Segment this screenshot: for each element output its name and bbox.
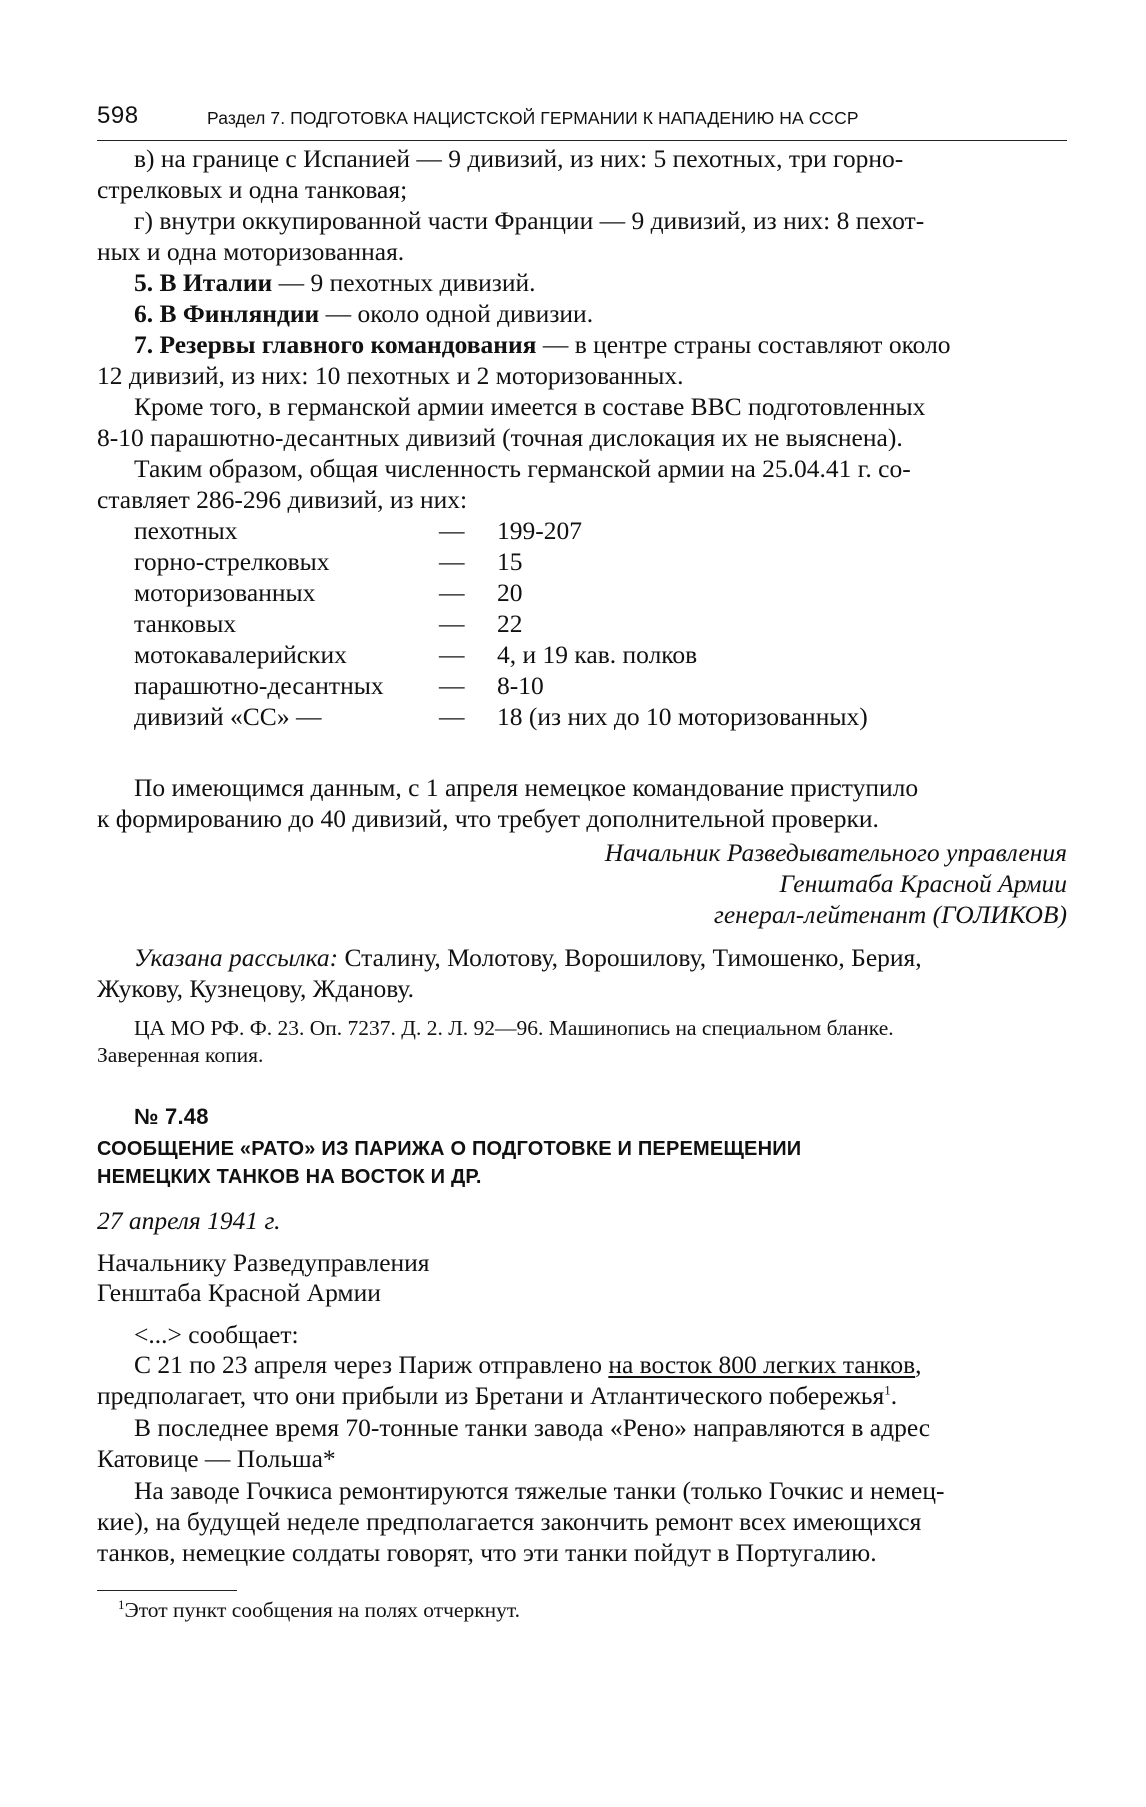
body-line: Кроме того, в германской армии имеется в составе ВВС подготовленных	[134, 392, 926, 421]
division-count: 20	[497, 578, 523, 607]
italy-text: — 9 пехотных дивизий.	[272, 268, 536, 297]
distribution-text: Сталину, Молотову, Ворошилову, Тимошенко, Берия,	[338, 943, 922, 972]
archive-reference: ЦА МО РФ. Ф. 23. Оп. 7237. Д. 2. Л. 92—96. Машинопись на специальном бланке.	[134, 1016, 894, 1040]
page-number: 598	[97, 102, 139, 129]
division-count: 18 (из них до 10 моторизованных)	[497, 702, 868, 731]
finland-label: 6. В Финляндии	[134, 299, 320, 328]
distribution-line	[134, 942, 1067, 973]
body-line: г) внутри оккупированной части Франции — 9 дивизий, из них: 8 пехот-	[134, 206, 925, 235]
archive-reference: Заверенная копия.	[97, 1043, 264, 1067]
division-type: дивизий «СС» —	[134, 702, 322, 731]
page-header	[97, 100, 1067, 141]
table-dash: —	[439, 640, 465, 669]
body-line: В последнее время 70-тонные танки завода «Рено» направляются в адрес	[134, 1413, 931, 1442]
body-line: ставляет 286-296 дивизий, из них:	[97, 485, 468, 514]
underlined-text: на восток 800 легких танков	[608, 1350, 916, 1379]
finland-text: — около одной дивизии.	[319, 299, 594, 328]
finland-line	[134, 298, 1067, 329]
message-text: С 21 по 23 апреля через Париж отправлено	[134, 1350, 609, 1379]
body-line: 12 дивизий, из них: 10 пехотных и 2 моторизованных.	[97, 361, 684, 390]
division-table	[134, 515, 984, 732]
division-count: 8-10	[497, 671, 544, 700]
footnote-text: Этот пункт сообщения на полях отчеркнут.	[124, 1598, 521, 1622]
division-count: 22	[497, 609, 523, 638]
table-dash: —	[439, 702, 465, 731]
division-type: мотокавалерийских	[134, 640, 347, 669]
message-text: предполагает, что они прибыли из Бретани и Атлантического побережья	[97, 1381, 885, 1410]
table-dash: —	[439, 547, 465, 576]
table-row	[134, 608, 984, 639]
signature-line: Генштаба Красной Армии	[779, 869, 1067, 898]
reserves-text: — в центре страны составляют около	[536, 330, 951, 359]
body-line: танков, немецкие солдаты говорят, что эти танки пойдут в Португалию.	[97, 1538, 877, 1567]
message-text: ,	[915, 1350, 922, 1379]
division-count: 199-207	[497, 516, 582, 545]
table-row	[134, 639, 984, 670]
body-line: стрелковых и одна танковая;	[97, 175, 408, 204]
body-line: На заводе Гочкиса ремонтируются тяжелые танки (только Гочкис и немец-	[134, 1476, 945, 1505]
body-line: в) на границе с Испанией — 9 дивизий, из них: 5 пехотных, три горно-	[134, 144, 904, 173]
footnote-divider	[97, 1590, 237, 1591]
body-line: ных и одна моторизованная.	[97, 237, 405, 266]
footnote	[118, 1597, 1067, 1623]
division-type: горно-стрелковых	[134, 547, 330, 576]
italy-line	[134, 267, 1067, 298]
body-line	[134, 1349, 1067, 1380]
table-dash: —	[439, 578, 465, 607]
table-row	[134, 577, 984, 608]
table-row	[134, 515, 984, 546]
body-line: Таким образом, общая численность германской армии на 25.04.41 г. со-	[134, 454, 911, 483]
message-text: .	[890, 1381, 898, 1410]
table-dash: —	[439, 516, 465, 545]
reserves-line	[134, 329, 1067, 360]
table-row	[134, 701, 984, 732]
document-date: 27 апреля 1941 г.	[97, 1206, 281, 1235]
footnote-number: 1	[118, 1596, 125, 1612]
table-dash: —	[439, 671, 465, 700]
recipient-line: Начальнику Разведуправления	[97, 1248, 430, 1277]
source-line: <...> сообщает:	[134, 1320, 299, 1349]
section-title: Раздел 7. ПОДГОТОВКА НАЦИСТСКОЙ ГЕРМАНИИ К НАПАДЕНИЮ НА СССР	[207, 108, 859, 128]
table-dash: —	[439, 609, 465, 638]
body-line: к формированию до 40 дивизий, что требует дополнительной проверки.	[97, 804, 879, 833]
division-type: пехотных	[134, 516, 238, 545]
signature-line: Начальник Разведывательного управления	[604, 838, 1067, 867]
body-line	[97, 1380, 1067, 1411]
body-line: Катовице — Польша*	[97, 1444, 336, 1473]
italy-label: 5. В Италии	[134, 268, 273, 297]
division-count: 4, и 19 кав. полков	[497, 640, 698, 669]
document-title: СООБЩЕНИЕ «РАТО» ИЗ ПАРИЖА О ПОДГОТОВКЕ И ПЕРЕМЕЩЕНИИ	[97, 1138, 802, 1160]
division-type: танковых	[134, 609, 237, 638]
body-line: По имеющимся данным, с 1 апреля немецкое командование приступило	[134, 773, 919, 802]
division-count: 15	[497, 547, 523, 576]
recipient-line: Генштаба Красной Армии	[97, 1278, 381, 1307]
distribution-label: Указана рассылка:	[134, 943, 339, 972]
division-type: парашютно-десантных	[134, 671, 384, 700]
footnote-reference: 1	[884, 1382, 891, 1398]
division-type: моторизованных	[134, 578, 316, 607]
distribution-line: Жукову, Кузнецову, Жданову.	[97, 974, 414, 1003]
reserves-label: 7. Резервы главного командования	[134, 330, 537, 359]
document-number: № 7.48	[134, 1104, 209, 1129]
body-line: 8-10 парашютно-десантных дивизий (точная дислокация их не выяснена).	[97, 423, 903, 452]
table-row	[134, 670, 984, 701]
table-row	[134, 546, 984, 577]
document-title: НЕМЕЦКИХ ТАНКОВ НА ВОСТОК И ДР.	[97, 1166, 482, 1188]
body-line: кие), на будущей неделе предполагается закончить ремонт всех имеющихся	[97, 1507, 922, 1536]
signature-line: генерал-лейтенант (ГОЛИКОВ)	[713, 900, 1067, 929]
